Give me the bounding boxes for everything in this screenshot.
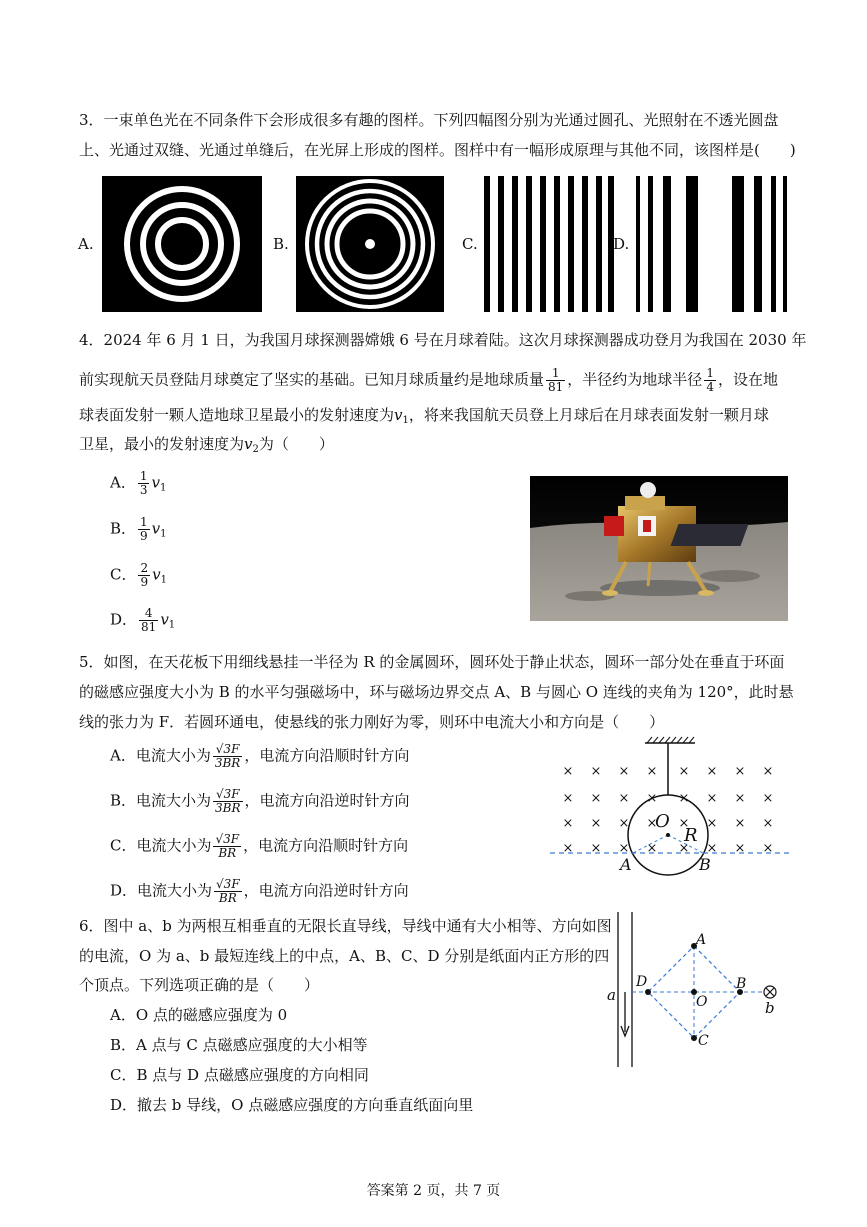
svg-text:×: × bbox=[734, 791, 746, 806]
svg-text:×: × bbox=[562, 841, 574, 856]
label-vertex-a: A bbox=[696, 932, 707, 948]
svg-text:×: × bbox=[562, 791, 574, 806]
q3-pattern-c-double-slit bbox=[484, 176, 614, 312]
q4-stem-line4: 卫星，最小的发射速度为$v_2$为（ ） bbox=[79, 435, 334, 455]
q5-option-a: A．电流大小为 $\frac{√3F}{3BR}$ ，电流方向沿顺时针方向 bbox=[110, 742, 410, 770]
q3-pattern-d-single-slit bbox=[636, 176, 788, 312]
q4-option-d: D． $\frac{4}{81}$ $v_1$ bbox=[110, 606, 176, 634]
q6-stem-line2: 的电流，O 为 a、b 最短连线上的中点，A、B、C、D 分别是纸面内正方形的四 bbox=[79, 947, 610, 965]
label-a: a bbox=[607, 986, 616, 1004]
q3-stem-line2: 上、光通过双缝、光通过单缝后，在光屏上形成的图样。图样中有一幅形成原理与其他不同，该图样是( ) bbox=[79, 141, 796, 159]
q4-option-b: B． $\frac{1}{9}$ $v_1$ bbox=[110, 515, 167, 543]
svg-text:×: × bbox=[618, 841, 630, 856]
q6-option-a: A．O 点的磁感应强度为 0 bbox=[110, 1006, 288, 1024]
lunar-lander-photo bbox=[530, 476, 788, 621]
svg-text:×: × bbox=[762, 841, 774, 856]
svg-text:×: × bbox=[618, 764, 630, 779]
label-vertex-b: B bbox=[736, 976, 747, 992]
wire-b-into-page-icon bbox=[764, 986, 776, 998]
svg-text:×: × bbox=[590, 816, 602, 831]
q5-stem-line1: 5．如图，在天花板下用细线悬挂一半径为 R 的金属圆环，圆环处于静止状态，圆环一部分处在垂直于环面 bbox=[79, 653, 785, 671]
label-o: O bbox=[655, 811, 670, 832]
q5-stem-line2: 的磁感应强度大小为 B 的水平匀强磁场中，环与磁场边界交点 A、B 与圆心 O 连线的夹角为 120°，此时悬 bbox=[79, 683, 794, 701]
svg-text:×: × bbox=[678, 764, 690, 779]
q4-option-c: C． $\frac{2}{9}$ $v_1$ bbox=[110, 561, 167, 589]
svg-text:×: × bbox=[590, 791, 602, 806]
svg-text:×: × bbox=[646, 764, 658, 779]
label-b: B bbox=[699, 855, 711, 874]
q6-option-b: B．A 点与 C 点磁感应强度的大小相等 bbox=[110, 1036, 368, 1054]
q4-option-a: A． $\frac{1}{3}$ $v_1$ bbox=[110, 469, 167, 497]
q3-option-c-label: C. bbox=[462, 235, 478, 253]
svg-text:×: × bbox=[646, 791, 658, 806]
svg-text:×: × bbox=[734, 764, 746, 779]
q6-stem-line1: 6．图中 a、b 为两根互相垂直的无限长直导线，导线中通有大小相等、方向如图 bbox=[79, 917, 612, 935]
q5-stem-line3: 线的张力为 F．若圆环通电，使悬线的张力刚好为零，则环中电流大小和方向是（ ） bbox=[79, 713, 665, 731]
q6-wires-square-figure bbox=[600, 912, 790, 1072]
svg-text:×: × bbox=[678, 816, 690, 831]
svg-text:×: × bbox=[706, 841, 718, 856]
svg-text:×: × bbox=[706, 816, 718, 831]
svg-text:×: × bbox=[706, 791, 718, 806]
label-r: R bbox=[684, 825, 698, 846]
q3-pattern-a-circular-hole bbox=[102, 176, 262, 312]
svg-text:×: × bbox=[734, 841, 746, 856]
svg-text:×: × bbox=[762, 791, 774, 806]
svg-text:×: × bbox=[618, 816, 630, 831]
svg-text:×: × bbox=[678, 841, 690, 856]
q4-stem-line2: 前实现航天员登陆月球奠定了坚实的基础。已知月球质量约是地球质量 $\frac{1}{81}$ ，半径约为地球半径 $\frac{1}{4}$ ，设在地 bbox=[79, 366, 778, 394]
svg-text:×: × bbox=[706, 764, 718, 779]
q3-option-a-label: A. bbox=[78, 235, 94, 253]
q3-option-d-label: D. bbox=[613, 235, 630, 253]
svg-text:×: × bbox=[562, 816, 574, 831]
label-center-o: O bbox=[696, 994, 708, 1010]
moon-radius-fraction: $\frac{1}{4}$ bbox=[706, 366, 714, 394]
moon-mass-fraction: $\frac{1}{81}$ bbox=[548, 366, 564, 394]
q5-option-c: C．电流大小为 $\frac{√3F}{BR}$ ，电流方向沿顺时针方向 bbox=[110, 832, 409, 860]
svg-text:×: × bbox=[734, 816, 746, 831]
q5-ring-magnetic-field-figure bbox=[550, 735, 790, 877]
q6-option-d: D．撤去 b 导线，O 点磁感应强度的方向垂直纸面向里 bbox=[110, 1096, 474, 1114]
svg-text:×: × bbox=[646, 816, 658, 831]
svg-text:×: × bbox=[646, 841, 658, 856]
svg-text:×: × bbox=[762, 816, 774, 831]
q6-stem-line3: 个顶点。下列选项正确的是（ ） bbox=[79, 976, 320, 994]
svg-text:×: × bbox=[762, 764, 774, 779]
label-b: b bbox=[765, 999, 775, 1017]
q4-stem-line1: 4．2024 年 6 月 1 日，为我国月球探测器嫦娥 6 号在月球着陆。这次月球探测器成功登月为我国在 2030 年 bbox=[79, 331, 807, 349]
q5-option-d: D．电流大小为 $\frac{√3F}{BR}$ ，电流方向沿逆时针方向 bbox=[110, 877, 409, 905]
q3-option-b-label: B. bbox=[273, 235, 289, 253]
svg-text:×: × bbox=[562, 764, 574, 779]
q3-pattern-b-opaque-disk bbox=[296, 176, 444, 312]
svg-text:×: × bbox=[678, 791, 690, 806]
svg-text:×: × bbox=[590, 764, 602, 779]
label-vertex-d: D bbox=[636, 974, 648, 990]
q6-option-c: C．B 点与 D 点磁感应强度的方向相同 bbox=[110, 1066, 369, 1084]
label-vertex-c: C bbox=[698, 1033, 709, 1049]
q3-stem-line1: 3．一束单色光在不同条件下会形成很多有趣的图样。下列四幅图分别为光通过圆孔、光照射在不透光圆盘 bbox=[79, 111, 779, 129]
svg-text:×: × bbox=[618, 791, 630, 806]
svg-text:×: × bbox=[590, 841, 602, 856]
q4-stem-line3: 球表面发射一颗人造地球卫星最小的发射速度为$v_1$，将来我国航天员登上月球后在月球表面发射一颗月球 bbox=[79, 406, 769, 426]
q5-option-b: B．电流大小为 $\frac{√3F}{3BR}$ ，电流方向沿逆时针方向 bbox=[110, 787, 410, 815]
page-footer: 答案第 2 页，共 7 页 bbox=[366, 1183, 501, 1199]
label-a: A bbox=[620, 855, 632, 874]
